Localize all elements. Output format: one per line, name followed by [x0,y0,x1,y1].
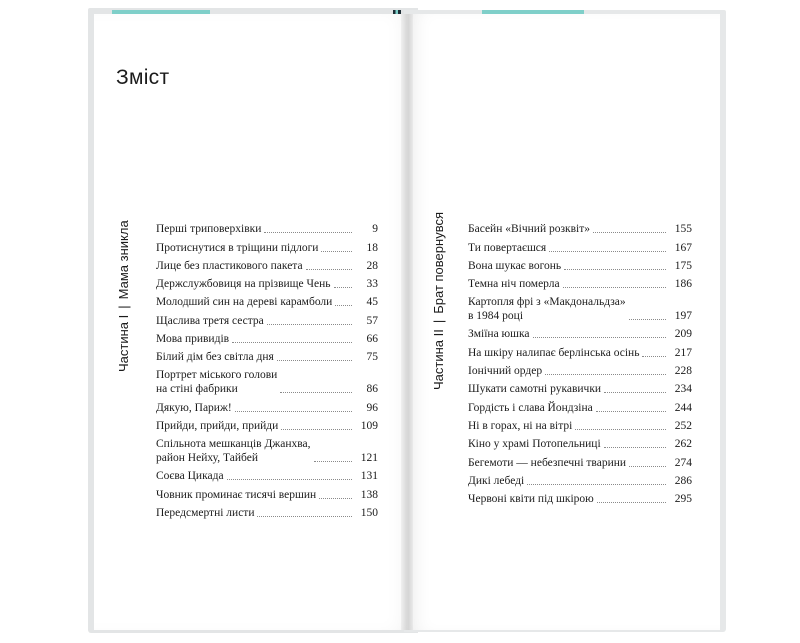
toc-entry-title [156,437,314,465]
dot-leader [267,324,352,325]
toc-entry [468,396,692,414]
toc-entry-page-number: 45 [366,296,378,309]
toc-entry [468,291,692,323]
dot-leader [232,342,352,343]
toc-entry-title: Щаслива третя сестра [156,314,264,327]
toc-entry-page-number: 262 [674,438,692,451]
toc-entry-page-number: 155 [674,223,692,236]
dot-leader [314,461,352,462]
toc-entry [156,364,378,396]
toc-entry-page-number: 252 [674,419,692,432]
dot-leader [549,251,666,252]
toc-entry-page-number: 286 [674,474,692,487]
toc-entry-title: Іонічний ордер [468,365,543,378]
part-2-number: Частина II [431,329,446,390]
dot-leader [604,392,666,393]
toc-entry-title [156,368,280,396]
toc-entry-page-number: 75 [366,351,378,364]
dot-leader [319,498,352,499]
toc-entry-title-line: район Нейху, Тайбей [156,451,258,464]
dot-leader [264,232,352,233]
toc-entry [156,273,378,291]
toc-entry-title: Червоні квіти під шкірою [468,493,594,506]
toc-entry [156,465,378,483]
dot-leader [306,269,352,270]
toc-entry [468,273,692,291]
toc-entry-page-number: 121 [360,451,378,464]
toc-entry-page-number: 9 [372,223,378,236]
dot-leader [321,251,352,252]
dot-leader [629,319,666,320]
toc-entry-title: Білий дім без світла дня [156,351,274,364]
toc-entry-title: Ні в горах, ні на вітрі [468,419,573,432]
dot-leader [604,447,666,448]
toc-entry [156,396,378,414]
dot-leader [545,374,666,375]
toc-entry [468,323,692,341]
toc-entry [156,502,378,520]
toc-entry-page-number: 86 [366,383,378,396]
toc-entry [468,433,692,451]
toc-entry-page-number: 209 [674,328,692,341]
toc-entry-title: Шукати самотні рукавички [468,383,602,396]
toc-entry-page-number: 234 [674,383,692,396]
toc-entry-title: Перші триповерхівки [156,223,262,236]
dot-leader [277,360,352,361]
dot-leader [281,429,352,430]
toc-entry-title: Басейн «Вічний розквіт» [468,223,591,236]
toc-entry-page-number: 175 [674,259,692,272]
toc-entry-title: Протиснутися в тріщини підлоги [156,241,319,254]
toc-entry [468,255,692,273]
toc-entry [468,378,692,396]
toc-entry-title: Гордість і слава Йондзіна [468,401,593,414]
dot-leader [257,516,352,517]
dot-leader [533,337,666,338]
toc-entry [468,341,692,359]
toc-entry-page-number: 33 [366,278,378,291]
dot-leader [334,287,353,288]
toc-entry-title: Соєва Цикада [156,470,224,483]
toc-entry [156,255,378,273]
part-separator: | [431,319,446,324]
toc-entry [468,360,692,378]
toc-entry-title: Бегемоти — небезпечні тварини [468,456,627,469]
toc-entry-page-number: 150 [360,506,378,519]
toc-entry-title: Молодший син на дереві карамболи [156,296,333,309]
toc-entry [156,346,378,364]
toc-title: Зміст [116,66,170,89]
toc-entry-title: Держслужбовиця на прізвище Чень [156,278,331,291]
toc-entry-page-number: 57 [366,314,378,327]
toc-list-part-2 [468,218,692,506]
toc-entry-page-number: 274 [674,456,692,469]
dot-leader [280,392,352,393]
dot-leader [527,484,666,485]
dot-leader [563,287,666,288]
toc-entry [156,291,378,309]
dot-leader [564,269,666,270]
part-1-label [116,220,131,372]
toc-entry-page-number: 18 [366,241,378,254]
toc-entry-page-number: 28 [366,259,378,272]
part-separator: | [116,305,131,309]
toc-entry-page-number: 167 [674,241,692,254]
toc-entry-page-number: 66 [366,333,378,346]
toc-entry [468,236,692,254]
toc-entry-title: Човник проминає тисячі вершин [156,488,317,501]
toc-entry-page-number: 244 [674,401,692,414]
toc-entry-page-number: 131 [360,470,378,483]
toc-entry-page-number: 295 [674,493,692,506]
dot-leader [596,411,666,412]
dot-leader [235,411,352,412]
part-1-number: Частина I [116,314,131,372]
toc-entry-page-number: 228 [674,365,692,378]
toc-entry-title-line: Портрет міського голови [156,369,278,382]
toc-entry [156,415,378,433]
toc-entry-title: Дикі лебеді [468,474,525,487]
toc-entry [156,309,378,327]
toc-entry [468,451,692,469]
toc-entry-title: Вона шукає вогонь [468,259,562,272]
toc-entry [156,433,378,465]
dot-leader [629,466,666,467]
toc-entry [156,218,378,236]
dot-leader [575,429,666,430]
toc-entry-title: Мова привидів [156,333,230,346]
toc-entry [156,328,378,346]
toc-entry-title-line: Спільнота мешканців Джанхва, [156,437,311,450]
toc-entry-title-line: Картопля фрі з «Макдональдза» [468,296,626,309]
toc-entry [468,218,692,236]
dot-leader [227,479,352,480]
toc-entry-page-number: 96 [366,401,378,414]
dot-leader [597,502,666,503]
toc-entry [468,415,692,433]
part-1-name: Мама зникла [116,220,131,300]
dot-leader [642,356,666,357]
toc-entry-title: Прийди, прийди, прийди [156,419,279,432]
toc-entry [156,236,378,254]
toc-entry-title-line: на стіні фабрики [156,383,238,396]
toc-entry-title: Кіно у храмі Потопельниці [468,438,601,451]
toc-entry-page-number: 186 [674,278,692,291]
part-2-label [431,212,446,390]
dot-leader [335,305,352,306]
toc-list-part-1 [156,218,378,520]
toc-entry-page-number: 217 [674,346,692,359]
toc-entry-title: Дякую, Париж! [156,401,232,414]
toc-entry-title: Зміїна юшка [468,328,530,341]
book-gutter [401,14,413,630]
part-2-name: Брат повернувся [431,212,446,314]
toc-entry-title [468,295,629,323]
toc-entry [156,483,378,501]
toc-entry-page-number: 138 [360,488,378,501]
toc-entry-title-line: в 1984 році [468,310,524,323]
toc-entry-title: Темна ніч померла [468,278,560,291]
toc-entry-page-number: 197 [674,310,692,323]
toc-entry-title: Передсмертні листи [156,506,255,519]
toc-entry [468,470,692,488]
toc-entry-title: Ти повертаєшся [468,241,547,254]
toc-entry-page-number: 109 [360,419,378,432]
dot-leader [593,232,666,233]
toc-entry [468,488,692,506]
toc-entry-title: Лице без пластикового пакета [156,259,303,272]
toc-entry-title: На шкіру налипає берлінська осінь [468,346,640,359]
